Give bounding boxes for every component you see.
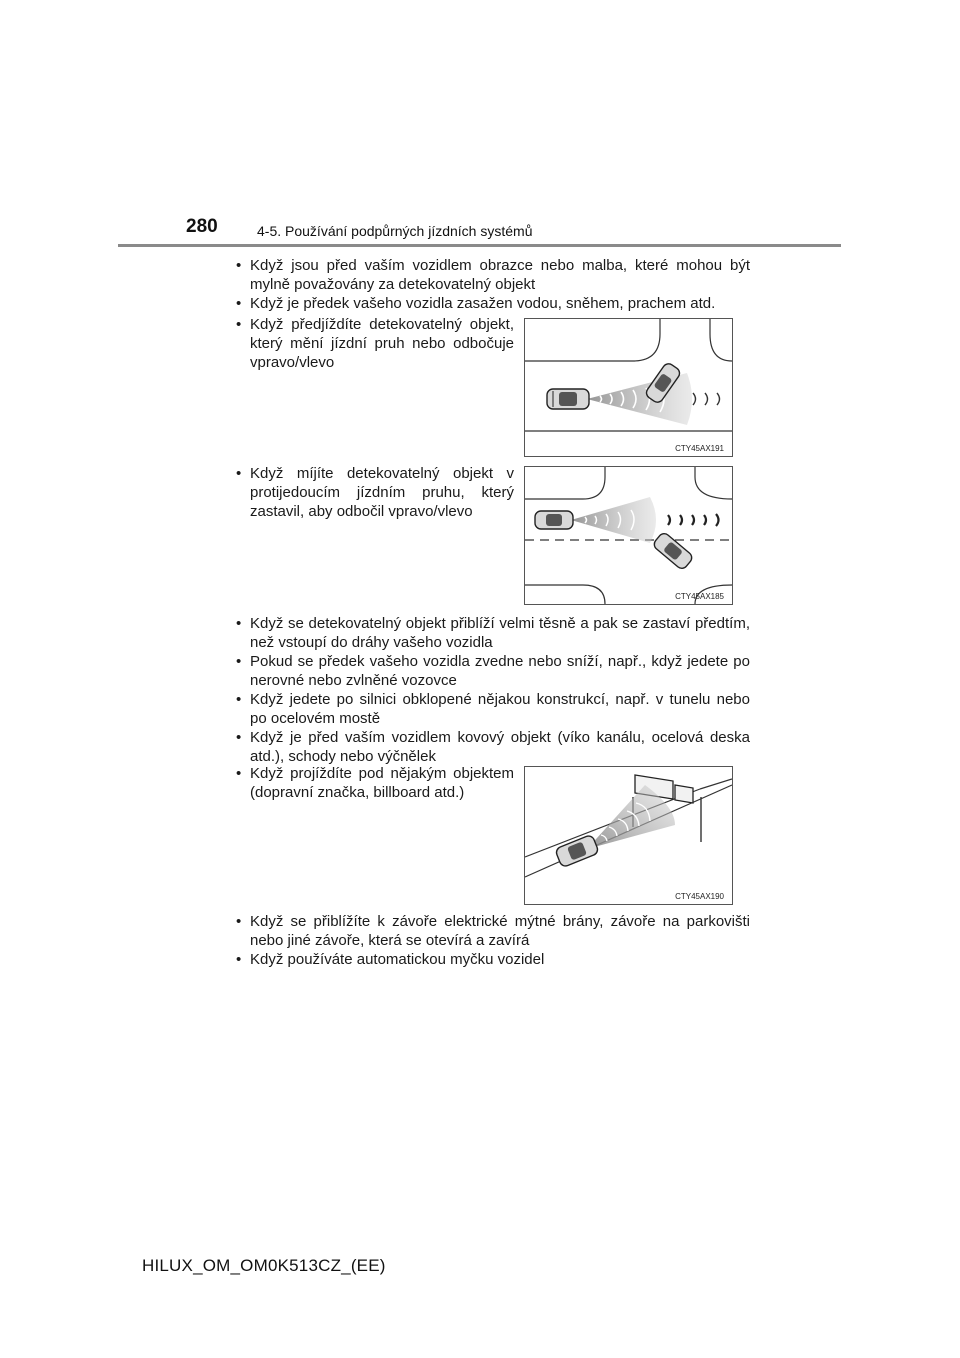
list-item: • Když předjíždíte detekovatelný objekt, který mění jízdní pruh nebo odbočuje vpravo/vlevo bbox=[236, 315, 514, 372]
list-item: • Když je předek vašeho vozidla zasažen vodou, sněhem, prachem atd. bbox=[236, 294, 750, 313]
list-item: • Když se detekovatelný objekt přiblíží velmi těsně a pak se zastaví předtím, než vstoupí do dráhy vašeho vozidla bbox=[236, 614, 750, 652]
illustration-oncoming bbox=[524, 466, 733, 605]
fig2-caption-block bbox=[236, 464, 514, 521]
fig3-caption-block bbox=[236, 764, 514, 802]
figure-code: CTY45AX191 bbox=[675, 444, 724, 453]
list-item: • Když se přiblížíte k závoře elektrické mýtné brány, závoře na parkovišti nebo jiné závoře, která se otevírá a zavírá bbox=[236, 912, 750, 950]
list-item: • Když jsou před vaším vozidlem obrazce nebo malba, které mohou být mylně považovány za detekovatelný objekt bbox=[236, 256, 750, 294]
bullet-list-middle bbox=[236, 614, 750, 766]
figure-code: CTY45AX185 bbox=[675, 592, 724, 601]
bullet-list-top bbox=[236, 256, 750, 313]
list-item: • Když je před vaším vozidlem kovový objekt (víko kanálu, ocelová deska atd.), schody nebo výčnělek bbox=[236, 728, 750, 766]
ego-car-icon bbox=[547, 389, 589, 409]
list-item: • Pokud se předek vašeho vozidla zvedne nebo sníží, např., když jedete po nerovné nebo zvlněné vozovce bbox=[236, 652, 750, 690]
header-rule bbox=[118, 244, 841, 247]
bullet-list-bottom bbox=[236, 912, 750, 969]
list-item: • Když používáte automatickou myčku vozidel bbox=[236, 950, 750, 969]
document-code: HILUX_OM_OM0K513CZ_(EE) bbox=[142, 1256, 386, 1275]
list-item: • Když míjíte detekovatelný objekt v protijedoucím jízdním pruhu, který zastavil, aby odbočil vpravo/vlevo bbox=[236, 464, 514, 521]
illustration-overtaking bbox=[524, 318, 733, 457]
page-number: 280 bbox=[186, 216, 218, 237]
list-item: • Když projíždíte pod nějakým objektem (dopravní značka, billboard atd.) bbox=[236, 764, 514, 802]
figure-code: CTY45AX190 bbox=[675, 892, 724, 901]
section-title: 4-5. Používání podpůrných jízdních systémů bbox=[257, 223, 533, 239]
illustration-overhead-sign bbox=[524, 766, 733, 905]
fig1-caption-block bbox=[236, 315, 514, 372]
list-item: • Když jedete po silnici obklopené nějakou konstrukcí, např. v tunelu nebo po ocelovém mostě bbox=[236, 690, 750, 728]
